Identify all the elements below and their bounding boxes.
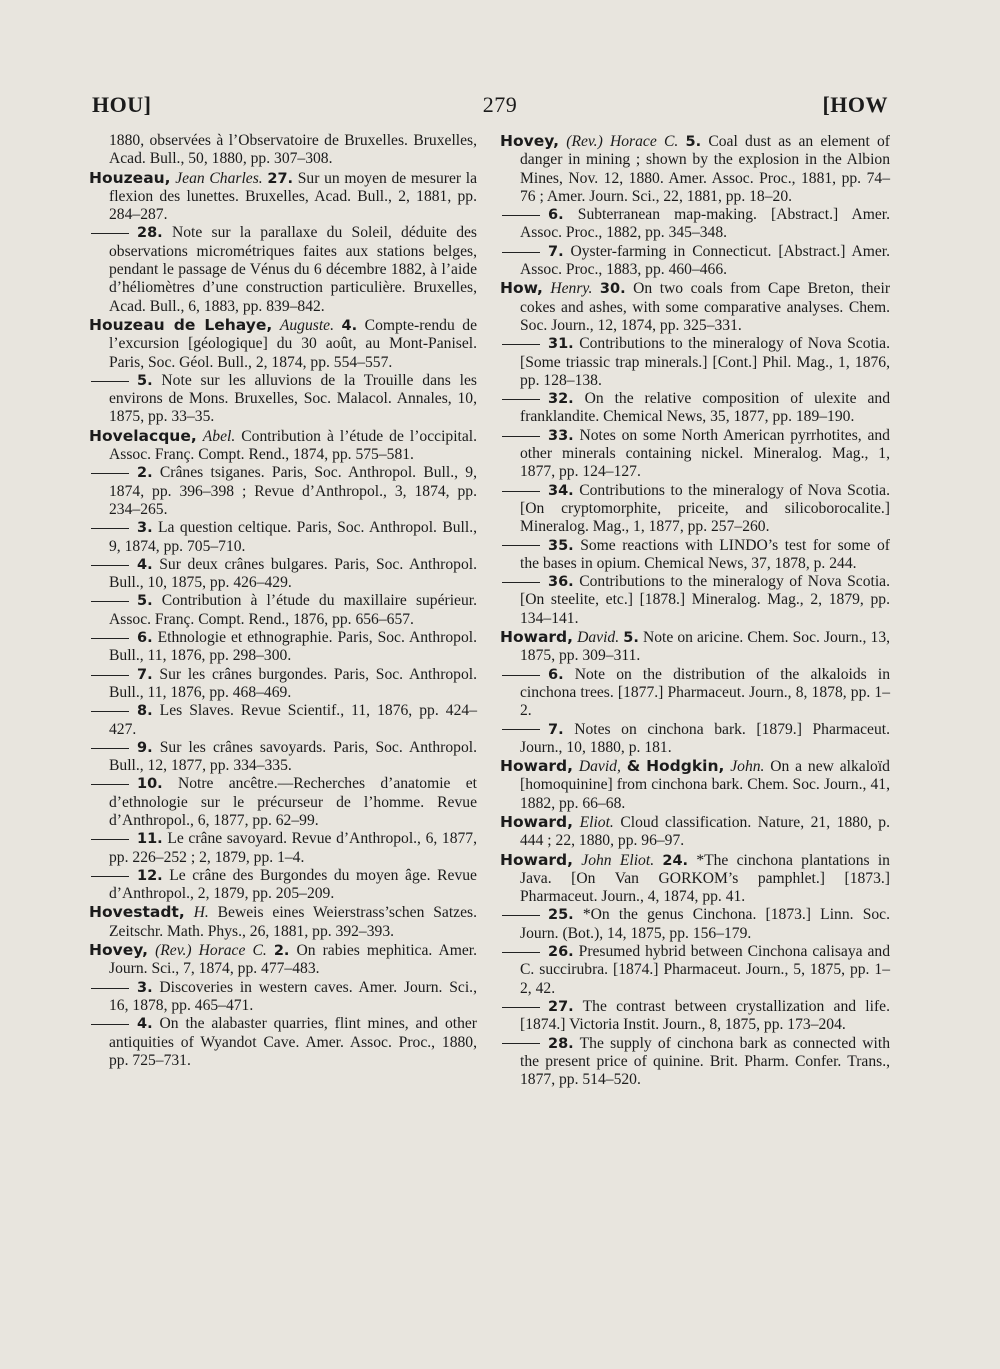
bibliography-entry: [500, 906, 890, 943]
entry-text: Notes on some North American pyrrhotites, and other minerals containing nickel. Mineralog. Mag., 1, 1877, pp. 124–127.: [520, 426, 890, 481]
ditto-dash: [502, 675, 540, 676]
bibliography-entry: [89, 316, 477, 372]
bibliography-entry: [500, 628, 890, 666]
bibliography-entry: [89, 666, 477, 703]
entry-number: 5.: [623, 630, 639, 647]
entry-text: On rabies mephitica. Amer. Journ. Sci., 7, 1874, pp. 477–483.: [109, 942, 478, 978]
bibliography-entry: [89, 556, 477, 593]
bibliography-entry: [500, 998, 890, 1035]
entry-text: Notre ancêtre.—Recherches d’anatomie et d’ethnologie sur le précurseur de l’homme. Revue d’Anthropol., 6, 1877, pp. 62–99.: [109, 775, 477, 829]
entry-text: On the relative composition of ulexite and franklandite. Chemical News, 35, 1877, pp. 189–190.: [520, 390, 890, 426]
bibliography-entry: [500, 279, 890, 335]
bibliography-entry: [500, 666, 890, 721]
entry-number: 35.: [548, 537, 574, 554]
ditto-dash: [502, 1043, 540, 1044]
entry-text: Presumed hybrid between Cinchona calisaya and C. succirubra. [1874.] Pharmaceut. Journ., 5, 1875, pp. 1–2, 42.: [520, 943, 890, 997]
author-surname: Howard,: [500, 812, 574, 831]
entry-number: 7.: [548, 721, 564, 738]
bibliography-entry: [500, 537, 890, 574]
entry-number: 26.: [548, 944, 574, 961]
right-column: [500, 132, 890, 1089]
author-given-name: Jean Charles.: [175, 169, 263, 187]
entry-number: 3.: [137, 520, 153, 537]
bibliography-entry: [89, 629, 477, 666]
entry-number: 36.: [548, 574, 574, 591]
author-given-name: (Rev.) Horace C.: [566, 133, 679, 150]
author-surname: Houzeau de Lehaye,: [89, 315, 273, 334]
author-surname: Howard,: [500, 757, 574, 776]
entry-text: Beweis eines Weierstrass’schen Satzes. Zeitschr. Math. Phys., 26, 1881, pp. 392–393.: [109, 904, 477, 940]
author-given-name: David,: [578, 758, 621, 776]
ditto-dash: [91, 675, 129, 676]
entry-text: Cloud classification. Nature, 21, 1880, p. 444 ; 22, 1880, pp. 96–97.: [520, 813, 891, 850]
bibliography-entry: [500, 206, 890, 243]
ditto-dash: [502, 399, 540, 400]
entry-text: On a new alkaloïd [homoquinine] from cinchona bark. Chem. Soc. Journ., 41, 1882, pp. 66–68.: [520, 758, 890, 812]
bibliography-entry: [500, 335, 890, 390]
author-surname: How,: [500, 279, 543, 298]
entry-number: 7.: [137, 666, 153, 683]
bibliography-entry: [89, 464, 477, 519]
ditto-dash: [91, 601, 129, 602]
left-column: [89, 132, 477, 1070]
entry-text: Some reactions with LINDO’s test for some of the bases in opium. Chemical News, 37, 1878, p. 244.: [520, 536, 890, 572]
bibliography-entry: [500, 1035, 890, 1090]
ditto-dash: [91, 565, 129, 566]
entry-number: 4.: [341, 317, 358, 334]
bibliography-entry: [500, 757, 890, 813]
entry-text: Contributions to the mineralogy of Nova Scotia. [On steelite, etc.] [1878.] Mineralog. Mag., 2, 1879, pp. 134–141.: [520, 573, 890, 627]
author-surname: Hovelacque,: [89, 426, 197, 445]
bibliography-entry: [89, 830, 477, 867]
entry-text: On the alabaster quarries, flint mines, and other antiquities of Wyandot Cave. Amer. Assoc. Proc., 1880, pp. 725–731.: [109, 1015, 477, 1069]
author-surname: Hovey,: [89, 941, 149, 960]
bibliography-entry: [500, 573, 890, 628]
entry-number: 27.: [267, 170, 294, 187]
ditto-dash: [502, 545, 540, 546]
entry-text: Subterranean map-making. [Abstract.] Amer. Assoc. Proc., 1882, pp. 345–348.: [520, 206, 890, 242]
entry-number: 5.: [137, 372, 153, 389]
bibliography-entry: [500, 132, 890, 206]
ditto-dash: [502, 344, 540, 345]
entry-number: 6.: [548, 666, 564, 683]
author-surname: Hodgkin,: [646, 757, 725, 776]
entry-text: Coal dust as an element of danger in mining ; shown by the explosion in the Albion Mines, Nov. 12, 1880. Amer. Assoc. Proc., 1881, pp. 74–76 ; Amer. Journ. Sci., 22, 1881, pp. 18–20.: [520, 133, 890, 205]
bibliography-entry: [89, 372, 477, 427]
entry-text: Ethnologie et ethnographie. Paris, Soc. Anthropol. Bull., 11, 1876, pp. 298–300.: [109, 629, 477, 665]
ditto-dash: [91, 988, 129, 989]
entry-text: Notes on cinchona bark. [1879.] Pharmaceut. Journ., 10, 1880, p. 181.: [520, 720, 890, 756]
entry-text: Note sur la parallaxe du Soleil, déduite des observations micrométriques faites aux stations belges, pendant le passage de Vénus du 6 décembre 1882, à l’aide d’héliomètres d’une construction particulière. Bruxelles, Acad. Bull., 6, 1883, pp. 839–842.: [109, 224, 477, 315]
bibliography-entry: [89, 903, 477, 941]
author-given-name: Eliot.: [579, 813, 614, 831]
ditto-dash: [91, 1024, 129, 1025]
page-number: 279: [482, 92, 518, 117]
entry-text: The contrast between crystallization and life. [1874.] Victoria Instit. Journ., 8, 1875, pp. 173–204.: [520, 997, 890, 1034]
ditto-dash: [91, 876, 129, 877]
bibliography-entry: [89, 132, 477, 169]
ditto-dash: [502, 491, 540, 492]
ditto-dash: [91, 784, 129, 785]
entry-number: 33.: [548, 427, 574, 444]
entry-number: 4.: [137, 1016, 153, 1033]
entry-text: Crânes tsiganes. Paris, Soc. Anthropol. Bull., 9, 1874, pp. 396–398 ; Revue d’Anthropol., 3, 1874, pp. 234–265.: [109, 464, 477, 518]
author-given-name: Henry.: [550, 280, 593, 298]
ditto-dash: [502, 215, 540, 216]
bibliography-entry: [500, 482, 890, 537]
entry-number: 11.: [137, 831, 163, 848]
bibliography-entry: [89, 775, 477, 830]
bibliography-entry: [89, 1015, 477, 1070]
author-surname: Hovey,: [500, 132, 560, 150]
bibliography-entry: [89, 979, 477, 1016]
bibliography-entry: [500, 390, 890, 427]
entry-text: Contribution à l’étude du maxillaire supérieur. Assoc. Franç. Compt. Rend., 1876, pp. 656–657.: [109, 592, 477, 628]
author-surname: Houzeau,: [89, 168, 171, 187]
entry-number: 5.: [685, 134, 702, 150]
entry-text: Sur deux crânes bulgares. Paris, Soc. Anthropol. Bull., 10, 1875, pp. 426–429.: [109, 555, 477, 592]
entry-text: Discoveries in western caves. Amer. Journ. Sci., 16, 1878, pp. 465–471.: [109, 978, 477, 1014]
ditto-dash: [502, 915, 540, 916]
running-head-right: [HOW: [822, 92, 888, 117]
bibliography-entry: [89, 169, 477, 225]
bibliography-entry: [89, 867, 477, 904]
bibliography-entry: [89, 592, 477, 629]
entry-text: Contribution à l’étude de l’occipital. Assoc. Franç. Compt. Rend., 1874, pp. 575–581.: [109, 427, 478, 464]
bibliography-entry: [500, 851, 890, 907]
ditto-dash: [91, 473, 129, 474]
entry-number: 2.: [137, 465, 153, 482]
entry-text: Le crâne savoyard. Revue d’Anthropol., 6, 1877, pp. 226–252 ; 2, 1879, pp. 1–4.: [109, 830, 477, 866]
ditto-dash: [502, 252, 540, 253]
entry-text: *On the genus Cinchona. [1873.] Linn. Soc. Journ. (Bot.), 14, 1875, pp. 156–179.: [520, 906, 890, 942]
entry-text: The supply of cinchona bark as connected with the present price of quinine. Brit. Pharm. Confer. Trans., 1877, pp. 514–520.: [520, 1034, 890, 1089]
entry-number: 28.: [137, 225, 163, 242]
bibliography-entry: [500, 813, 890, 851]
entry-number: 28.: [548, 1035, 574, 1052]
entry-text: Le crâne des Burgondes du moyen âge. Revue d’Anthropol., 2, 1879, pp. 205–209.: [109, 866, 477, 903]
bibliography-entry: [89, 739, 477, 776]
ditto-dash: [502, 436, 540, 437]
entry-text: Sur les crânes burgondes. Paris, Soc. Anthropol. Bull., 11, 1876, pp. 468–469.: [109, 665, 478, 701]
entry-number: 30.: [599, 281, 626, 298]
entry-number: 31.: [548, 336, 574, 353]
author-given-name: John.: [730, 758, 765, 776]
ditto-dash: [91, 381, 129, 382]
author-given-name: Abel.: [202, 427, 236, 445]
ditto-dash: [502, 582, 540, 583]
entry-number: 3.: [137, 979, 153, 996]
entry-text: La question celtique. Paris, Soc. Anthropol. Bull., 9, 1874, pp. 705–710.: [109, 519, 478, 555]
bibliography-entry: [500, 427, 890, 482]
entry-text: *The cinchona plantations in Java. [On Van GORKOM’s pamphlet.] [1873.] Pharmaceut. Journ., 4, 1874, pp. 41.: [520, 851, 890, 906]
author-given-name: David.: [577, 629, 620, 647]
entry-number: 6.: [137, 630, 153, 647]
ditto-dash: [91, 638, 129, 639]
entry-text: Note on the distribution of the alkaloids in cinchona trees. [1877.] Pharmaceut. Journ., 8, 1878, pp. 1–2.: [520, 665, 890, 720]
entry-number: 34.: [548, 482, 574, 499]
entry-number: 9.: [137, 739, 153, 756]
entry-text: Sur un moyen de mesurer la flexion des lunettes. Bruxelles, Acad. Bull., 2, 1881, pp. 284–287.: [109, 169, 478, 224]
author-given-name: John Eliot.: [581, 851, 655, 869]
entry-number: 6.: [548, 207, 564, 224]
author-given-name: Auguste.: [279, 316, 334, 334]
bibliography-entry: [89, 427, 477, 465]
author-surname: Howard,: [500, 628, 574, 647]
entry-number: 24.: [662, 852, 689, 869]
entry-text: Compte-rendu de l’excursion [géologique] du 30 août, au Mont-Panisel. Paris, Soc. Géol. Bull., 2, 1874, pp. 554–557.: [109, 316, 478, 371]
entry-text: 1880, observées à l’Observatoire de Bruxelles. Bruxelles, Acad. Bull., 50, 1880, pp. 307–308.: [109, 132, 477, 168]
entry-number: 2.: [273, 943, 290, 960]
bibliography-entry: [500, 943, 890, 998]
entry-text: Contributions to the mineralogy of Nova Scotia. [Some triassic trap minerals.] [Cont.] Phil. Mag., 1, 1876, pp. 128–138.: [520, 335, 890, 389]
ditto-dash: [91, 748, 129, 749]
ditto-dash: [91, 233, 129, 234]
entry-text: Contributions to the mineralogy of Nova Scotia. [On cryptomorphite, priceite, and silicoborocalite.] Mineralog. Mag., 1, 1877, pp. 257–260.: [520, 481, 890, 536]
ditto-dash: [91, 839, 129, 840]
author-given-name: (Rev.) Horace C.: [155, 942, 267, 960]
bibliography-entry: [89, 941, 477, 979]
ditto-dash: [502, 952, 540, 953]
entry-number: 12.: [137, 867, 163, 884]
bibliography-entry: [89, 519, 477, 556]
ditto-dash: [502, 729, 540, 730]
author-surname: Howard,: [500, 850, 574, 869]
running-head-left: HOU]: [92, 92, 152, 117]
entry-number: 5.: [137, 593, 153, 610]
entry-number: 7.: [548, 243, 564, 260]
bibliography-entry: [500, 243, 890, 280]
entry-text: Les Slaves. Revue Scientif., 11, 1876, pp. 424–427.: [109, 702, 477, 738]
entry-number: 10.: [137, 776, 163, 793]
entry-text: Sur les crânes savoyards. Paris, Soc. Anthropol. Bull., 12, 1877, pp. 334–335.: [109, 738, 477, 775]
ditto-dash: [502, 1007, 540, 1008]
entry-number: 4.: [137, 556, 153, 573]
bibliography-entry: [89, 702, 477, 739]
entry-text: Note on aricine. Chem. Soc. Journ., 13, 1875, pp. 309–311.: [520, 629, 891, 665]
entry-text: Note sur les alluvions de la Trouille dans les environs de Mons. Bruxelles, Soc. Malacol. Annales, 10, 1875, pp. 33–35.: [109, 371, 477, 426]
entry-number: 27.: [548, 998, 574, 1015]
entry-number: 8.: [137, 703, 153, 720]
author-given-name: H.: [193, 904, 209, 922]
ampersand: &: [626, 757, 641, 776]
ditto-dash: [91, 711, 129, 712]
bibliography-entry: [500, 721, 890, 758]
entry-number: 25.: [548, 907, 574, 924]
bibliography-entry: [89, 224, 477, 315]
author-surname: Hovestadt,: [89, 903, 185, 922]
entry-text: On two coals from Cape Breton, their cokes and ashes, with some comparative analyses. Chem. Soc. Journ., 12, 1874, pp. 325–331.: [520, 280, 891, 334]
ditto-dash: [91, 528, 129, 529]
entry-number: 32.: [548, 391, 574, 408]
entry-text: Oyster-farming in Connecticut. [Abstract.] Amer. Assoc. Proc., 1883, pp. 460–466.: [520, 242, 890, 279]
